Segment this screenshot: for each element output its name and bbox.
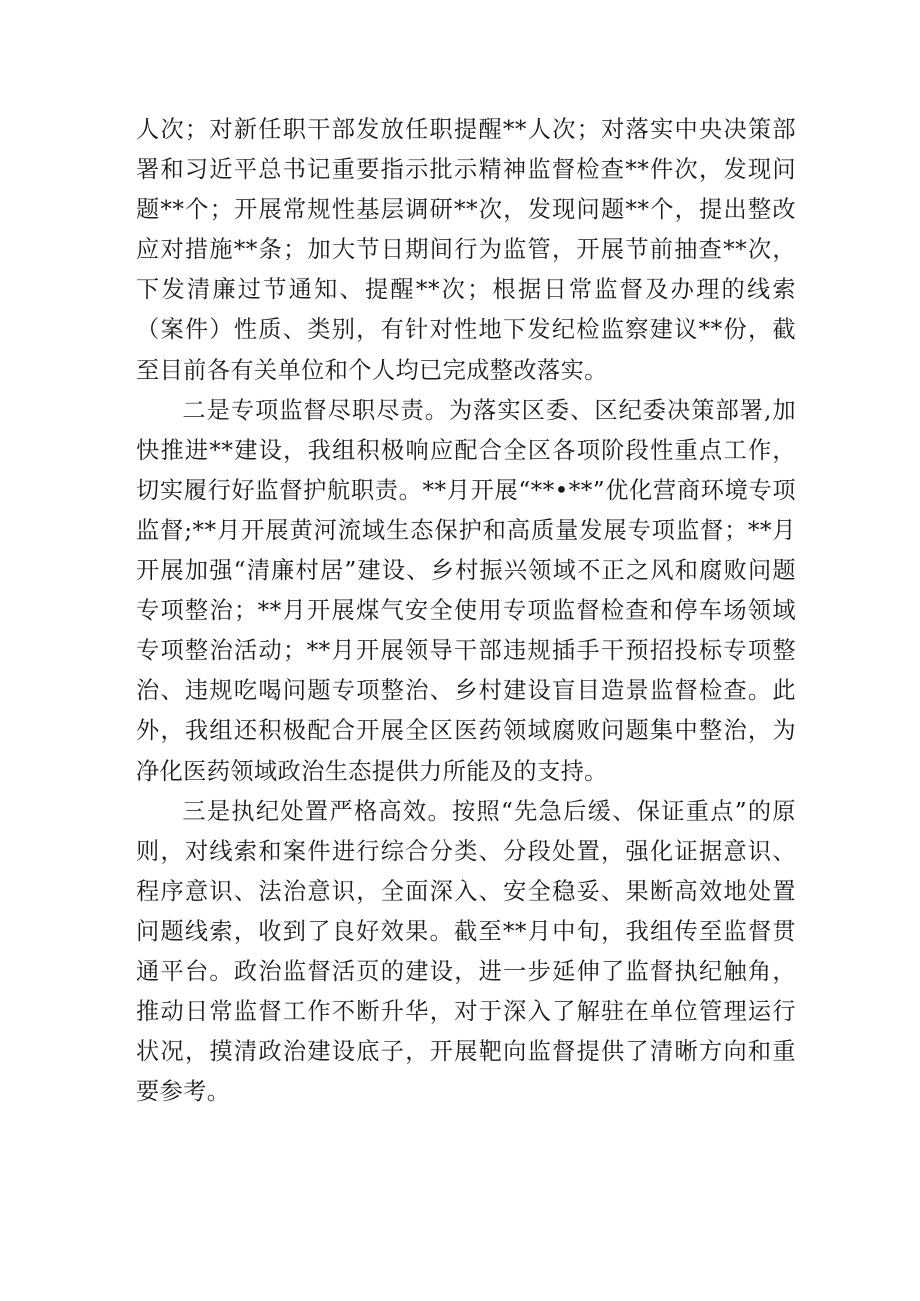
paragraph-continuation: 人次；对新任职干部发放任职提醒**人次；对落实中央决策部署和习近平总书记重要指示批示精神监督检查**件次，发现问题**个；开展常规性基层调研**次，发现问题**个，提出整改应对措施**条；加大节日期间行为监管，开展节前抽查**次，下发清廉过节通知、提醒**次；根据日常监督及办理的线索（案件）性质、类别，有针对性地下发纪检监察建议**份，截至目前各有关单位和个人均已完成整改落实。 [136,116,796,384]
document-body [136,110,796,1112]
paragraph-discipline-enforcement: 三是执纪处置严格高效。按照“先急后缓、保证重点”的原则，对线索和案件进行综合分类、分段处置，强化证据意识、程序意识、法治意识，全面深入、安全稳妥、果断高效地处置问题线索，收到了良好效果。截至**月中旬，我组传至监督贯通平台。政治监督活页的建设，进一步延伸了监督执纪触角，推动日常监督工作不断升华，对于深入了解驻在单位管理运行状况，摸清政治建设底子，开展靶向监督提供了清晰方向和重要参考。 [136,797,796,1106]
paragraph-special-supervision: 二是专项监督尽职尽责。为落实区委、区纪委决策部署,加快推进**建设，我组积极响应配合全区各项阶段性重点工作，切实履行好监督护航职责。**月开展“**•**”优化营商环境专项监督;**月开展黄河流域生态保护和高质量发展专项监督；**月开展加强“清廉村居”建设、乡村振兴领域不正之风和腐败问题专项整治；**月开展煤气安全使用专项监督检查和停车场领域专项整治活动；**月开展领导干部违规插手干预招投标专项整治、违规吃喝问题专项整治、乡村建设盲目造景监督检查。此外，我组还积极配合开展全区医药领域腐败问题集中整治，为净化医药领域政治生态提供力所能及的支持。 [136,396,796,785]
